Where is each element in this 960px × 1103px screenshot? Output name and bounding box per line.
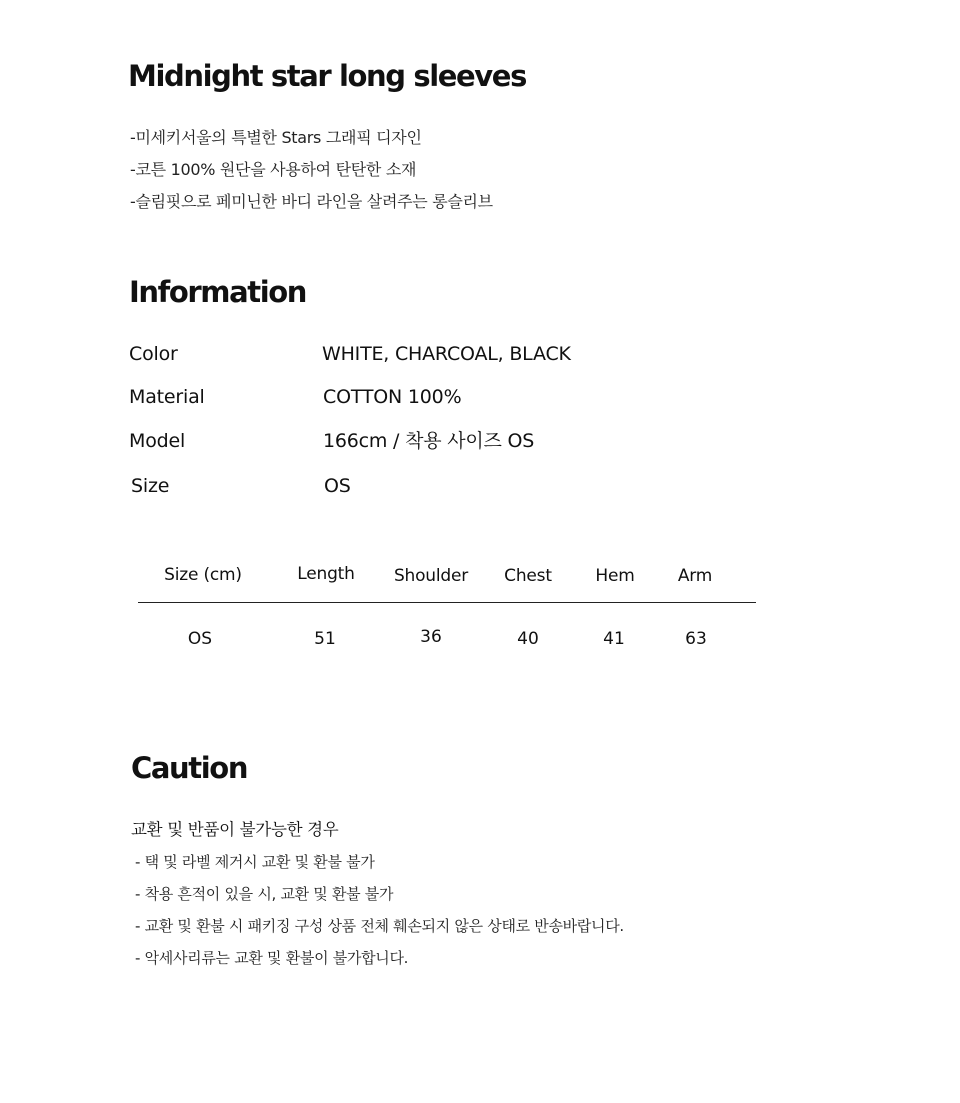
size-table-divider [138,602,756,603]
size-table-cell-shoulder: 36 [420,627,442,647]
description-line-1: -미세키서울의 특별한 Stars 그래픽 디자인 [130,128,422,147]
product-title: Midnight star long sleeves [128,59,526,93]
size-table-cell-arm: 63 [685,629,707,649]
caution-item-2: - 착용 흔적이 있을 시, 교환 및 환불 불가 [135,885,394,903]
info-label-model: Model [129,430,186,452]
caution-item-1: - 택 및 라벨 제거시 교환 및 환불 불가 [135,853,375,871]
description-line-2: -코튼 100% 원단을 사용하여 탄탄한 소재 [130,160,417,179]
info-label-size: Size [131,475,170,497]
size-table-cell-length: 51 [314,629,336,649]
size-table-cell-size: OS [187,629,213,649]
caution-item-3: - 교환 및 환불 시 패키징 구성 상품 전체 훼손되지 않은 상태로 반송바랍니다. [135,917,624,935]
size-table-header-hem: Hem [595,566,635,586]
size-table-header-shoulder: Shoulder [393,566,469,586]
size-table-header-length: Length [297,564,355,584]
size-table-cell-chest: 40 [517,629,539,649]
description-line-3: -슬림핏으로 페미닌한 바디 라인을 살려주는 롱슬리브 [130,192,493,211]
info-label-material: Material [129,386,205,408]
info-label-color: Color [129,343,178,365]
info-value-size: OS [324,475,351,497]
info-value-material: COTTON 100% [323,386,462,408]
caution-subtitle: 교환 및 반품이 불가능한 경우 [131,820,339,839]
info-value-color: WHITE, CHARCOAL, BLACK [322,343,571,365]
size-table-header-size: Size (cm) [164,565,242,585]
size-table-header-arm: Arm [677,566,713,586]
information-heading: Information [129,275,307,309]
info-value-model: 166cm / 착용 사이즈 OS [323,430,535,452]
size-table-header-chest: Chest [504,566,552,586]
caution-heading: Caution [131,751,248,785]
caution-item-4: - 악세사리류는 교환 및 환불이 불가합니다. [135,949,409,967]
size-table-cell-hem: 41 [603,629,625,649]
